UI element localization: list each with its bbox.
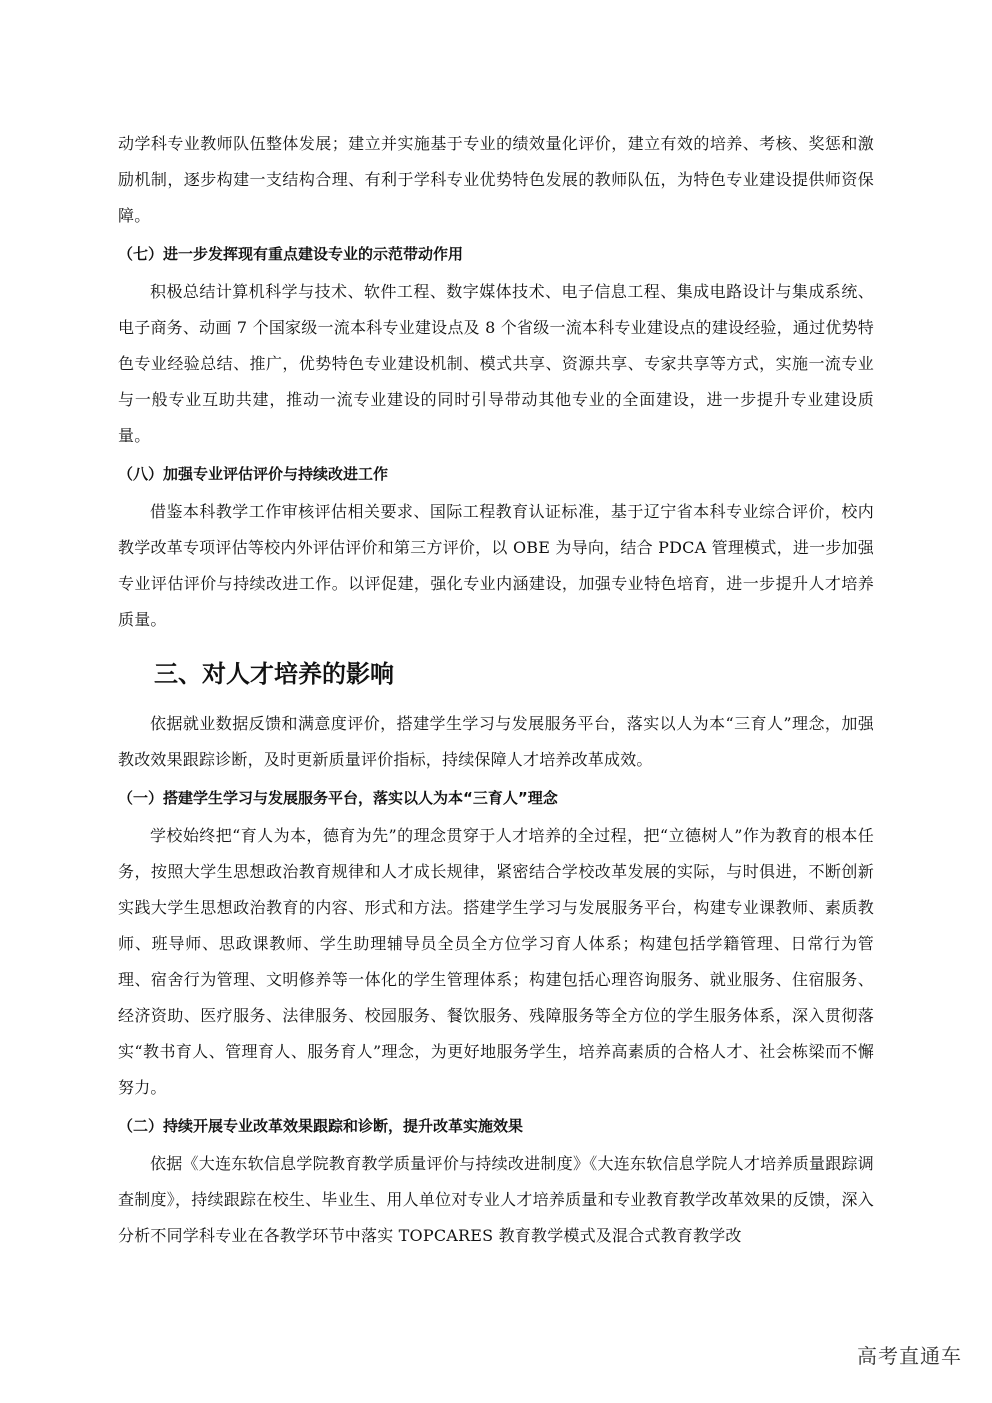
watermark-text: 高考直通车 — [857, 1344, 962, 1368]
paragraph-3-2: 依据《大连东软信息学院教育教学质量评价与持续改进制度》《大连东软信息学院人才培养质量跟踪调查制度》，持续跟踪在校生、毕业生、用人单位对专业人才培养质量和专业教育教学改革效果的反馈，深入分析不同学科专业在各教学环节中落实 TOPCARES 教育教学模式及混合式教育教学改 — [118, 1154, 874, 1245]
subheading-8: （八）加强专业评估评价与持续改进工作 — [118, 465, 389, 483]
paragraph-7: 积极总结计算机科学与技术、软件工程、数字媒体技术、电子信息工程、集成电路设计与集成系统、电子商务、动画 7 个国家级一流本科专业建设点及 8 个省级一流本科专业建设点的建设经验，通过优势特色专业经验总结、推广，优势特色专业建设机制、模式共享、资源共享、专家共享等方式，实施一流专业与一般专业互助共建，推动一流专业建设的同时引导带动其他专业的全面建设，进一步提升专业建设质量。 — [118, 282, 874, 445]
subheading-3-1: （一）搭建学生学习与发展服务平台，落实以人为本“三育人”理念 — [118, 789, 558, 807]
paragraph-teacher-team: 动学科专业教师队伍整体发展；建立并实施基于专业的绩效量化评价，建立有效的培养、考核、奖惩和激励机制，逐步构建一支结构合理、有利于学科专业优势特色发展的教师队伍，为特色专业建设提供师资保障。 — [118, 134, 874, 225]
section-title-3: 三、对人才培养的影响 — [154, 660, 394, 688]
paragraph-8: 借鉴本科教学工作审核评估相关要求、国际工程教育认证标准，基于辽宁省本科专业综合评价，校内教学改革专项评估等校内外评估评价和第三方评价，以 OBE 为导向，结合 PDCA 管理模式，进一步加强专业评估评价与持续改进工作。以评促建，强化专业内涵建设，加强专业特色培育，进一步提升人才培养质量。 — [118, 502, 874, 629]
subheading-3-2: （二）持续开展专业改革效果跟踪和诊断，提升改革实施效果 — [118, 1117, 524, 1135]
subheading-7: （七）进一步发挥现有重点建设专业的示范带动作用 — [118, 245, 464, 263]
document-body — [118, 126, 874, 1254]
paragraph-3-1: 学校始终把“育人为本，德育为先”的理念贯穿于人才培养的全过程，把“立德树人”作为教育的根本任务，按照大学生思想政治教育规律和人才成长规律，紧密结合学校改革发展的实际，与时俱进，不断创新实践大学生思想政治教育的内容、形式和方法。搭建学生学习与发展服务平台，构建专业课教师、素质教师、班导师、思政课教师、学生助理辅导员全员全方位学习育人体系；构建包括学籍管理、日常行为管理、宿舍行为管理、文明修养等一体化的学生管理体系；构建包括心理咨询服务、就业服务、住宿服务、经济资助、医疗服务、法律服务、校园服务、餐饮服务、残障服务等全方位的学生服务体系，深入贯彻落实“教书育人、管理育人、服务育人”理念，为更好地服务学生，培养高素质的合格人才、社会栋梁而不懈努力。 — [118, 826, 874, 1097]
paragraph-section-3-intro: 依据就业数据反馈和满意度评价，搭建学生学习与发展服务平台，落实以人为本“三育人”理念，加强教改效果跟踪诊断，及时更新质量评价指标，持续保障人才培养改革成效。 — [118, 714, 874, 769]
